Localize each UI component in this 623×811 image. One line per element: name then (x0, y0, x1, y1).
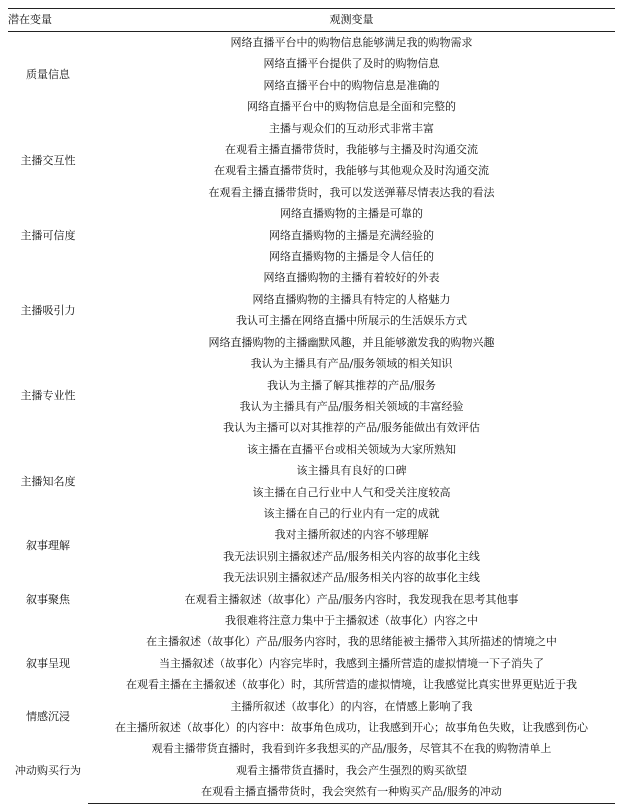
observed-item-cell: 我认为主播具有产品/服务领域的相关知识 (250, 357, 453, 371)
observed-item-cell: 在观看主播直播带货时，我可以发送弹幕尽情表达我的看法 (208, 185, 495, 199)
table-row (8, 696, 615, 717)
table-row (8, 589, 615, 610)
latent-variable-cell: 冲动购买行为 (15, 764, 81, 778)
table-row (8, 610, 615, 631)
observed-item-cell: 该主播具有良好的口碑 (296, 464, 407, 478)
observed-item-cell: 在观看主播叙述（故事化）产品/服务内容时，我发现我在思考其他事 (184, 592, 519, 606)
observed-item-cell: 我对主播所叙述的内容不够理解 (274, 528, 429, 542)
table-row (8, 396, 615, 417)
table-row (8, 267, 615, 288)
table-row (8, 139, 615, 160)
table-body (8, 32, 615, 804)
table-row (8, 96, 615, 117)
observed-item-cell: 我认可主播在网络直播中所展示的生活娱乐方式 (236, 314, 467, 328)
observed-item-cell: 主播与观众们的互动形式非常丰富 (269, 121, 434, 135)
observed-item-cell: 网络直播购物的主播有着较好的外表 (263, 271, 440, 285)
table-row (8, 717, 615, 738)
table-row (8, 439, 615, 460)
table-row (8, 674, 615, 695)
latent-variable-cell: 情感沉浸 (26, 710, 70, 724)
table-row (8, 631, 615, 652)
table-row (8, 353, 615, 374)
table-row (8, 75, 615, 96)
observed-item-cell: 网络直播购物的主播具有特定的人格魅力 (252, 292, 451, 306)
observed-item-cell: 网络直播购物的主播是可靠的 (280, 207, 423, 221)
observed-item-cell: 我认为主播具有产品/服务相关领域的丰富经验 (239, 399, 464, 413)
table-row (8, 32, 615, 54)
table-row (8, 524, 615, 545)
observed-item-cell: 网络直播平台中的购物信息是全面和完整的 (247, 100, 456, 114)
observed-item-cell: 在观看主播直播带货时，我能够与主播及时沟通交流 (225, 143, 478, 157)
table-row (8, 182, 615, 203)
table-row (8, 225, 615, 246)
table-row (8, 482, 615, 503)
table-row (8, 53, 615, 74)
observed-item-cell: 在观看主播直播带货时，我会突然有一种购买产品/服务的冲动 (88, 781, 615, 803)
observed-item-cell: 网络直播平台中的购物信息能够满足我的购物需求 (230, 36, 473, 49)
observed-item-cell: 在主播叙述（故事化）产品/服务内容时，我的思绪能被主播带入其所描述的情境之中 (146, 635, 557, 649)
table-row (8, 460, 615, 481)
latent-variable-cell: 叙事聚焦 (26, 592, 70, 606)
observed-item-cell: 我很难将注意力集中于主播叙述（故事化）内容之中 (225, 613, 478, 627)
table-row (8, 289, 615, 310)
latent-variable-cell: 叙事理解 (26, 539, 70, 553)
latent-variable-cell: 主播吸引力 (20, 303, 76, 317)
table-row (8, 246, 615, 267)
observed-item-cell: 在主播所叙述（故事化）的内容中：故事角色成功，让我感到开心；故事角色失败，让我感到伤心 (115, 721, 588, 734)
observed-item-cell: 网络直播购物的主播是充满经验的 (269, 228, 434, 242)
table-row (8, 781, 615, 803)
table-row (8, 760, 615, 781)
latent-variable-cell: 质量信息 (26, 68, 70, 82)
table-row (8, 546, 615, 567)
latent-variable-cell: 主播知名度 (20, 474, 76, 488)
latent-variable-cell: 主播可信度 (20, 228, 76, 242)
observed-item-cell: 观看主播带货直播时，我看到许多我想买的产品/服务，尽管其不在我的购物清单上 (151, 742, 552, 756)
observed-item-cell: 该主播在自己行业中人气和受关注度较高 (252, 485, 451, 499)
observed-item-cell: 观看主播带货直播时，我会产生强烈的购买欲望 (236, 763, 467, 777)
observed-item-cell: 主播所叙述（故事化）的内容，在情感上影响了我 (230, 699, 473, 713)
observed-item-cell: 在观看主播在主播叙述（故事化）时，其所营造的虚拟情境，让我感觉比真实世界更贴近于我 (126, 678, 577, 692)
latent-variable-header: 潜在变量 (8, 13, 52, 27)
observed-variable-header: 观测变量 (329, 13, 374, 27)
header-row (8, 9, 615, 32)
observed-item-cell: 网络直播平台提供了及时的购物信息 (263, 57, 440, 71)
table-row (8, 118, 615, 139)
observed-item-cell: 该主播在自己的行业内有一定的成就 (263, 506, 440, 520)
table-row (8, 738, 615, 759)
table-row (8, 332, 615, 353)
observed-item-cell: 网络直播购物的主播幽默风趣，并且能够激发我的购物兴趣 (208, 335, 495, 349)
observed-item-cell: 我认为主播可以对其推荐的产品/服务能做出有效评估 (223, 421, 480, 435)
table-row (8, 653, 615, 674)
table-row (8, 417, 615, 438)
latent-variable-cell: 叙事呈现 (26, 656, 70, 670)
observed-item-cell: 我认为主播了解其推荐的产品/服务 (267, 378, 436, 392)
observed-item-cell: 我无法识别主播叙述产品/服务相关内容的故事化主线 (223, 571, 480, 585)
table-row (8, 503, 615, 524)
observed-item-cell: 该主播在直播平台或相关领域为大家所熟知 (247, 442, 456, 456)
latent-variable-cell: 主播交互性 (20, 153, 76, 167)
observed-item-cell: 在观看主播直播带货时，我能够与其他观众及时沟通交流 (214, 164, 489, 178)
observed-item-cell: 网络直播平台中的购物信息是准确的 (263, 78, 440, 92)
table-row (8, 310, 615, 331)
table-row (8, 375, 615, 396)
latent-variable-cell: 主播专业性 (20, 389, 76, 403)
table-row (8, 203, 615, 224)
table-row (8, 160, 615, 181)
variables-table (8, 8, 615, 804)
observed-item-cell: 网络直播购物的主播是令人信任的 (269, 250, 434, 264)
observed-item-cell: 我无法识别主播叙述产品/服务相关内容的故事化主线 (223, 549, 480, 563)
table-row (8, 567, 615, 588)
observed-item-cell: 当主播叙述（故事化）内容完毕时，我感到主播所营造的虚拟情境一下子消失了 (159, 656, 544, 670)
